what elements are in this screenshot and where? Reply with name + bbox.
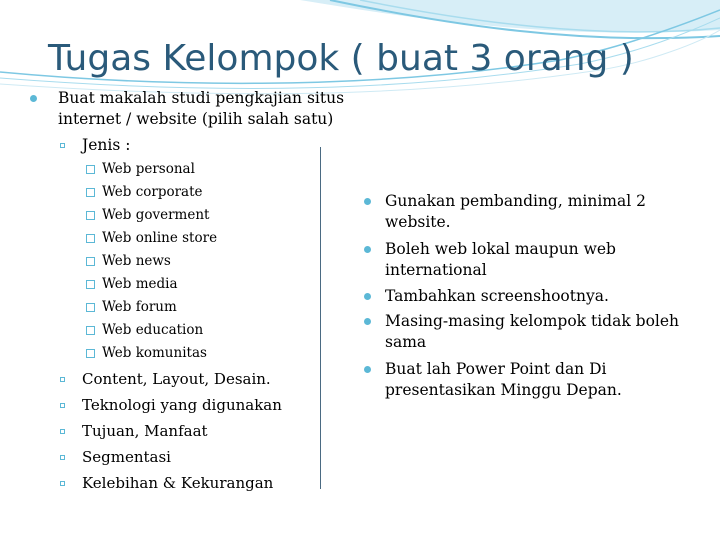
right-item-3-line-1: Tambahkan screenshootnya. [385, 287, 609, 305]
sub-item: Tujuan, Manfaat [82, 422, 208, 440]
checkbox-icon [86, 257, 95, 266]
right-item-2-line-2: international [385, 261, 487, 279]
checkbox-icon [86, 165, 95, 174]
bullet-dot-icon [364, 366, 371, 373]
checkbox-icon [86, 326, 95, 335]
column-divider [320, 147, 321, 489]
checkbox-icon [86, 234, 95, 243]
bullet-dot-icon [364, 246, 371, 253]
jenis-item: Web forum [102, 299, 177, 315]
right-item-2-line-1: Boleh web lokal maupun web [385, 240, 616, 258]
checkbox-icon [86, 349, 95, 358]
jenis-item: Web media [102, 276, 178, 292]
jenis-item: Web komunitas [102, 345, 207, 361]
jenis-item: Web news [102, 253, 171, 269]
jenis-label: Jenis : [82, 136, 131, 154]
square-bullet-icon [60, 403, 65, 408]
square-bullet-icon [60, 377, 65, 382]
right-item-1-line-2: website. [385, 213, 451, 231]
right-item-5-line-1: Buat lah Power Point dan Di [385, 360, 607, 378]
sub-item: Segmentasi [82, 448, 171, 466]
main-bullet-line-1: Buat makalah studi pengkajian situs [58, 89, 345, 107]
checkbox-icon [86, 188, 95, 197]
jenis-item: Web goverment [102, 207, 210, 223]
right-item-1-line-1: Gunakan pembanding, minimal 2 [385, 192, 646, 210]
right-item-4-line-1: Masing-masing kelompok tidak boleh [385, 312, 680, 330]
checkbox-icon [86, 303, 95, 312]
jenis-item: Web education [102, 322, 204, 338]
sub-item: Teknologi yang digunakan [82, 396, 282, 414]
jenis-item: Web corporate [102, 184, 203, 200]
jenis-item: Web online store [102, 230, 218, 246]
right-item-4-line-2: sama [385, 333, 427, 351]
square-bullet-icon [60, 455, 65, 460]
sub-item: Kelebihan & Kekurangan [82, 474, 274, 492]
checkbox-icon [86, 280, 95, 289]
checkbox-icon [86, 211, 95, 220]
square-bullet-icon [60, 143, 65, 148]
jenis-item: Web personal [102, 161, 195, 177]
square-bullet-icon [60, 429, 65, 434]
bullet-dot-icon [364, 318, 371, 325]
main-bullet-line-2: internet / website (pilih salah satu) [58, 110, 334, 128]
bullet-dot-icon [30, 95, 37, 102]
square-bullet-icon [60, 481, 65, 486]
bullet-dot-icon [364, 198, 371, 205]
right-item-5-line-2: presentasikan Minggu Depan. [385, 381, 622, 399]
slide-title: Tugas Kelompok ( buat 3 orang ) [48, 38, 634, 79]
bullet-dot-icon [364, 293, 371, 300]
sub-item: Content, Layout, Desain. [82, 370, 271, 388]
